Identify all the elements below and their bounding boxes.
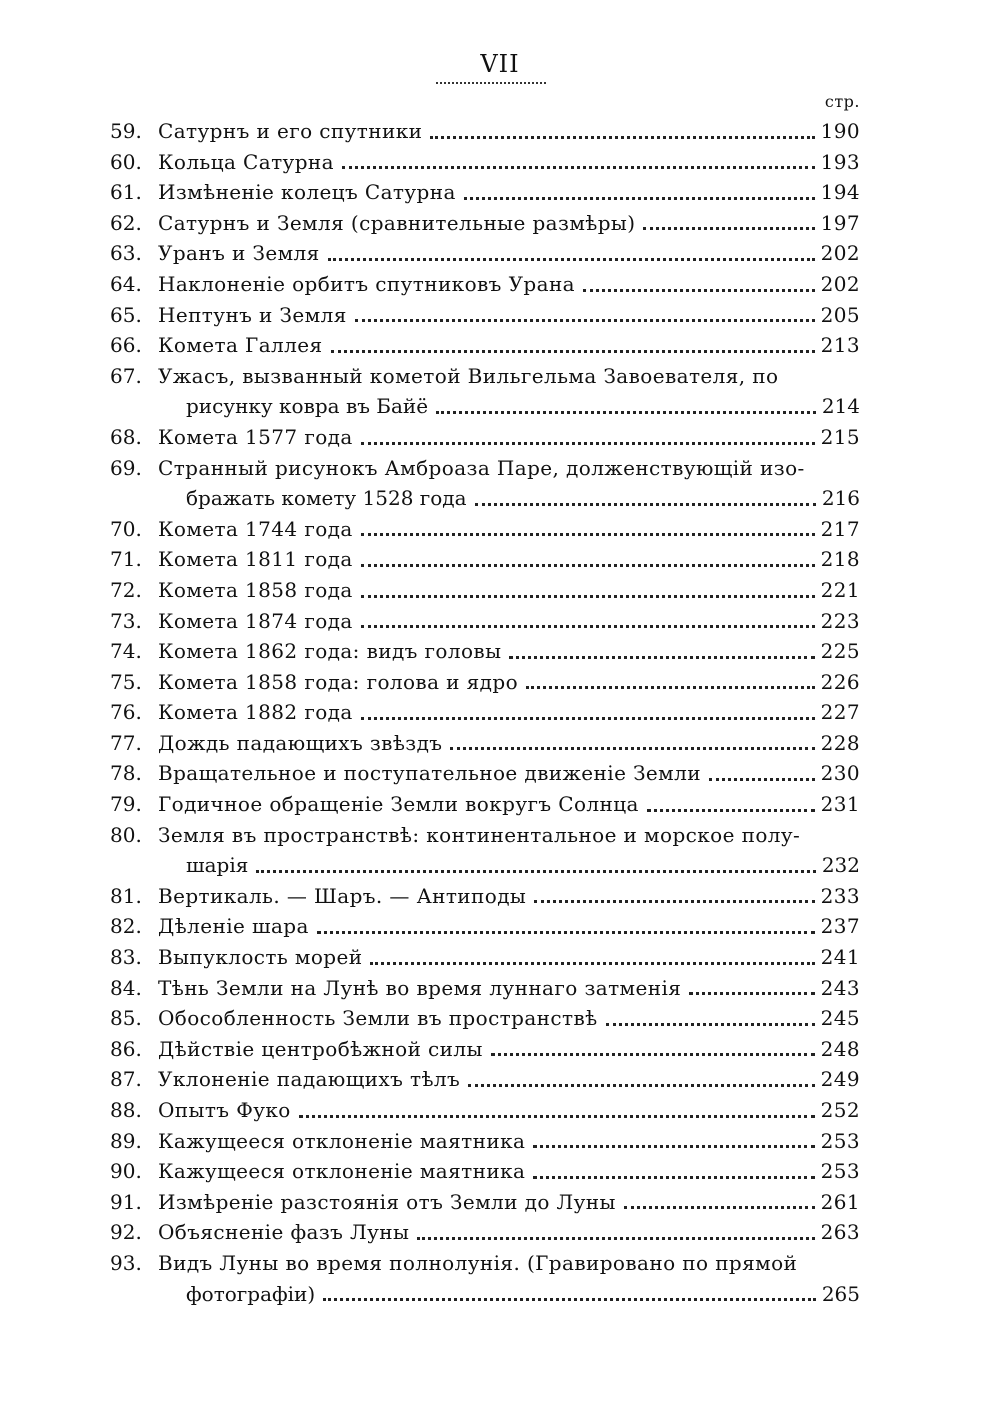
toc-entry (110, 1248, 860, 1309)
dot-leader (323, 1298, 816, 1301)
entry-number: 62. (110, 210, 142, 235)
entry-title: Кажущееся отклоненіе маятника (158, 1128, 526, 1153)
toc-entry (110, 514, 860, 545)
entry-title: Годичное обращеніе Земли вокругъ Солнца (158, 792, 639, 817)
toc-entry (110, 758, 860, 789)
entry-page: 252 (820, 1098, 860, 1122)
entry-number: 81. (110, 883, 142, 908)
dot-leader (709, 778, 815, 781)
entry-title: бражать комету 1528 года (186, 486, 467, 511)
entry-number: 61. (110, 180, 142, 205)
dot-leader (299, 1115, 815, 1118)
dot-leader (647, 809, 815, 812)
entry-page: 249 (820, 1067, 860, 1092)
entry-page: 193 (820, 149, 860, 174)
entry-number: 74. (110, 639, 142, 664)
entry-number: 84. (110, 975, 142, 1000)
toc-entry (110, 1217, 860, 1248)
entry-page: 253 (820, 1159, 860, 1184)
entry-page: 225 (820, 639, 860, 664)
toc-entry (110, 820, 860, 881)
toc-entry (110, 1095, 860, 1126)
dot-leader (417, 1237, 814, 1240)
entry-title: Комета 1858 года (158, 577, 353, 602)
toc-entry (110, 361, 860, 422)
dot-leader (643, 227, 814, 230)
toc-entry (110, 1187, 860, 1218)
toc-entry (110, 177, 860, 208)
entry-number: 83. (110, 945, 142, 970)
entry-title: Сатурнъ и его спутники (158, 119, 423, 143)
entry-page: 194 (820, 180, 860, 205)
entry-number: 78. (110, 761, 142, 786)
toc-entry (110, 116, 860, 147)
entry-page: 213 (820, 333, 860, 358)
entry-page: 231 (820, 792, 860, 817)
entry-title: Объясненіе фазъ Луны (158, 1220, 410, 1245)
toc-entry (110, 330, 860, 361)
entry-page: 226 (820, 669, 860, 694)
dot-leader (355, 319, 815, 322)
toc-entry (110, 667, 860, 698)
entry-number: 59. (110, 119, 142, 143)
entry-number: 70. (110, 516, 142, 541)
header-rule (436, 82, 546, 84)
entry-page: 216 (821, 486, 860, 511)
dot-leader (361, 564, 815, 567)
dot-leader (526, 686, 815, 689)
dot-leader (361, 625, 815, 628)
entry-page: 215 (820, 424, 860, 449)
entry-page: 221 (820, 577, 860, 602)
toc-entry (110, 269, 860, 300)
dot-leader (464, 197, 815, 200)
toc-entry (110, 636, 860, 667)
dot-leader (361, 533, 815, 536)
entry-page: 202 (820, 271, 860, 296)
entry-number: 66. (110, 333, 142, 358)
toc-entry (110, 544, 860, 575)
entry-title: Нептунъ и Земля (158, 302, 347, 327)
entry-title: Комета Галлея (158, 333, 323, 358)
dot-leader (331, 350, 815, 353)
page-number: VII (480, 50, 520, 78)
dot-leader (317, 931, 815, 934)
entry-title: Видъ Луны во время полнолунія. (Гравировано по прямой (158, 1250, 798, 1275)
toc-entry (110, 728, 860, 759)
entry-title: Наклоненіе орбитъ спутниковъ Урана (158, 271, 575, 296)
entry-page: 241 (820, 945, 860, 970)
entry-title: Выпуклость морей (158, 945, 363, 970)
entry-page: 202 (820, 241, 860, 266)
dot-leader (534, 900, 814, 903)
toc-entry (110, 606, 860, 637)
entry-page: 223 (820, 608, 860, 633)
entry-title: Комета 1577 года (158, 424, 353, 449)
dot-leader (361, 717, 815, 720)
page-column-label: стр. (824, 92, 860, 111)
entry-number: 77. (110, 730, 142, 755)
toc-entry (110, 453, 860, 514)
entry-number: 86. (110, 1036, 142, 1061)
dot-leader (370, 962, 814, 965)
dot-leader (430, 136, 814, 139)
dot-leader (361, 595, 815, 598)
entry-number: 85. (110, 1006, 142, 1031)
entry-title: Тѣнь Земли на Лунѣ во время луннаго затменія (158, 975, 682, 1000)
entry-number: 65. (110, 302, 142, 327)
entry-title: фотографіи) (186, 1281, 316, 1306)
entry-title: Ужасъ, вызванный кометой Вильгельма Завоевателя, по (158, 363, 779, 388)
entry-title: Сатурнъ и Земля (сравнительные размѣры) (158, 210, 636, 235)
entry-page: 205 (820, 302, 860, 327)
entry-title: Дождь падающихъ звѣздъ (158, 730, 443, 755)
entry-page: 197 (820, 210, 860, 235)
entry-title: Дѣйствіе центробѣжной силы (158, 1036, 483, 1061)
entry-page: 227 (820, 700, 860, 725)
entry-number: 80. (110, 822, 142, 847)
dot-leader (583, 289, 815, 292)
entry-title: Вертикаль. — Шаръ. — Антиподы (158, 883, 527, 908)
entry-page: 214 (821, 394, 860, 419)
entry-title: Вращательное и поступательное движеніе Земли (158, 761, 701, 786)
entry-page: 217 (820, 516, 860, 541)
entry-number: 73. (110, 608, 142, 633)
entry-number: 76. (110, 700, 142, 725)
entry-number: 64. (110, 271, 142, 296)
entry-number: 71. (110, 547, 142, 572)
toc-entry (110, 789, 860, 820)
entry-title: Комета 1862 года: видъ головы (158, 639, 502, 664)
entry-title: Комета 1858 года: голова и ядро (158, 669, 519, 694)
dot-leader (450, 747, 814, 750)
dot-leader (689, 992, 814, 995)
entry-title: Комета 1811 года (158, 547, 353, 572)
dot-leader (361, 442, 815, 445)
entry-title: Измѣненіе колецъ Сатурна (158, 180, 456, 205)
toc-entry (110, 1034, 860, 1065)
toc-entry (110, 238, 860, 269)
dot-leader (624, 1206, 815, 1209)
entry-page: 233 (820, 883, 860, 908)
entry-title: Комета 1882 года (158, 700, 353, 725)
entry-page: 190 (820, 119, 860, 143)
entry-number: 87. (110, 1067, 142, 1092)
entry-number: 60. (110, 149, 142, 174)
entry-title: Опытъ Фуко (158, 1098, 291, 1122)
dot-leader (436, 411, 816, 414)
entry-number: 93. (110, 1250, 142, 1275)
entry-number: 72. (110, 577, 142, 602)
entry-page: 232 (821, 853, 860, 878)
toc-entry (110, 1064, 860, 1095)
toc-entry (110, 1003, 860, 1034)
entry-title: Странный рисунокъ Амброаза Паре, долженствующій изо- (158, 455, 805, 480)
dot-leader (256, 870, 815, 873)
entry-number: 67. (110, 363, 142, 388)
entry-title: шарія (186, 853, 249, 878)
dot-leader (491, 1053, 815, 1056)
entry-title: Земля въ пространствѣ: континентальное и морское полу- (158, 822, 801, 847)
dot-leader (533, 1145, 814, 1148)
dot-leader (475, 503, 816, 506)
toc-entry (110, 300, 860, 331)
dot-leader (509, 656, 814, 659)
toc-entry (110, 973, 860, 1004)
entry-page: 248 (820, 1036, 860, 1061)
toc-entry (110, 422, 860, 453)
entry-page: 243 (820, 975, 860, 1000)
entry-number: 79. (110, 792, 142, 817)
entry-title: Уклоненіе падающихъ тѣлъ (158, 1067, 461, 1092)
toc-entry (110, 911, 860, 942)
dot-leader (328, 258, 815, 261)
entry-number: 92. (110, 1220, 142, 1245)
entry-number: 88. (110, 1098, 142, 1122)
entry-title: рисунку ковра въ Байё (186, 394, 429, 419)
table-of-contents (110, 116, 860, 1309)
toc-entry (110, 147, 860, 178)
toc-entry (110, 1126, 860, 1157)
toc-entry (110, 697, 860, 728)
entry-number: 91. (110, 1189, 142, 1214)
toc-entry (110, 1156, 860, 1187)
entry-page: 263 (820, 1220, 860, 1245)
entry-title: Измѣреніе разстоянія отъ Земли до Луны (158, 1189, 616, 1214)
entry-number: 68. (110, 424, 142, 449)
entry-number: 75. (110, 669, 142, 694)
entry-title: Комета 1744 года (158, 516, 353, 541)
entry-number: 82. (110, 914, 142, 939)
entry-number: 63. (110, 241, 142, 266)
toc-entry (110, 942, 860, 973)
entry-title: Кажущееся отклоненіе маятника (158, 1159, 526, 1184)
entry-number: 90. (110, 1159, 142, 1184)
entry-title: Кольца Сатурна (158, 149, 334, 174)
entry-number: 69. (110, 455, 142, 480)
entry-title: Дѣленіе шара (158, 914, 309, 939)
dot-leader (533, 1176, 814, 1179)
entry-title: Обособленность Земли въ пространствѣ (158, 1006, 598, 1031)
dot-leader (468, 1084, 814, 1087)
entry-page: 261 (820, 1189, 860, 1214)
entry-page: 245 (820, 1006, 860, 1031)
entry-number: 89. (110, 1128, 142, 1153)
entry-page: 218 (820, 547, 860, 572)
toc-entry (110, 881, 860, 912)
entry-page: 253 (820, 1128, 860, 1153)
entry-page: 230 (820, 761, 860, 786)
entry-page: 237 (820, 914, 860, 939)
entry-page: 265 (821, 1281, 860, 1306)
toc-entry (110, 208, 860, 239)
toc-entry (110, 575, 860, 606)
entry-title: Уранъ и Земля (158, 241, 320, 266)
dot-leader (606, 1023, 815, 1026)
entry-page: 228 (820, 730, 860, 755)
dot-leader (342, 166, 815, 169)
entry-title: Комета 1874 года (158, 608, 353, 633)
